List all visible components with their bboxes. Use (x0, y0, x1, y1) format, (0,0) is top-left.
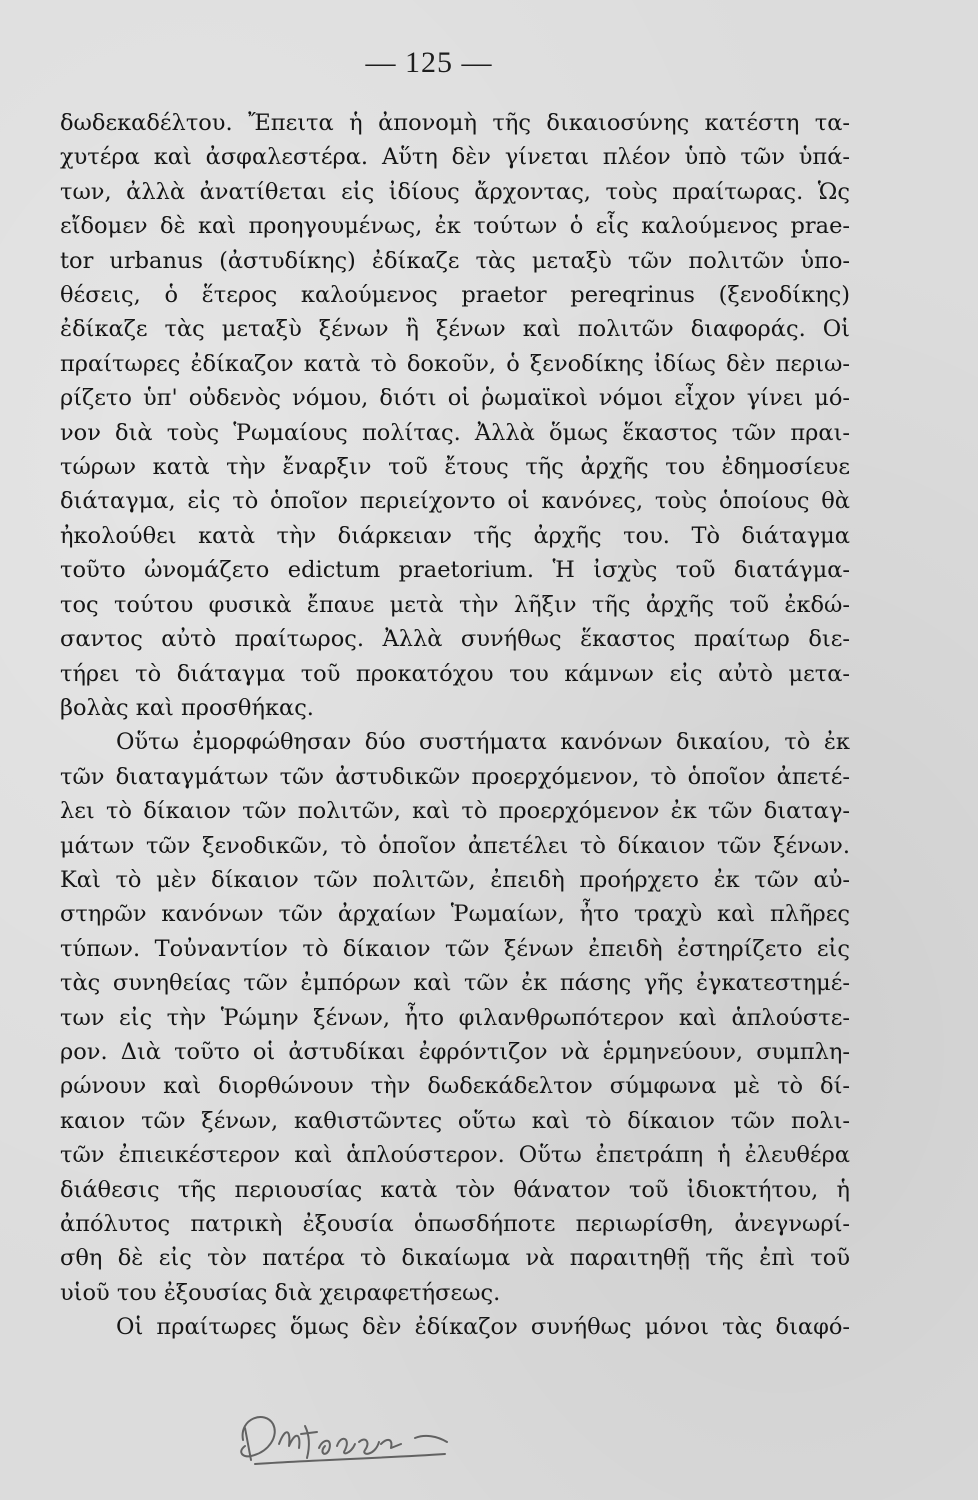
text-line-23: Καὶ τὸ μὲν δίκαιον τῶν πολιτῶν, ἐπειδὴ προήρχετο ἐκ τῶν αὐ- (60, 866, 850, 893)
text-line-32: διάθεσις τῆς περιουσίας κατὰ τὸν θάνατον τοῦ ἰδιοκτήτου, ἡ (60, 1176, 850, 1203)
text-line-21: λει τὸ δίκαιον τῶν πολιτῶν, καὶ τὸ προερχόμενον ἐκ τῶν διαταγ- (60, 798, 850, 825)
text-line-10: νον διὰ τοὺς Ῥωμαίους πολίτας. Ἀλλὰ ὅμως ἕκαστος τῶν πραι- (60, 419, 850, 446)
handwritten-signature (225, 1398, 465, 1478)
text-line-14: τοῦτο ὠνομάζετο edictum praetorium. Ἡ ἰσχὺς τοῦ διατάγμα- (60, 557, 850, 584)
text-line-36: Οἱ πραίτωρες ὅμως δὲν ἐδίκαζον συνήθως μόνοι τὰς διαφό- (116, 1314, 850, 1341)
text-line-13: ἠκολούθει κατὰ τὴν διάρκειαν τῆς ἀρχῆς του. Τὸ διάταγμα (60, 522, 850, 549)
text-line-26: τὰς συνηθείας τῶν ἐμπόρων καὶ τῶν ἐκ πάσης γῆς ἐγκατεστημέ- (60, 970, 850, 997)
text-line-29: ρώνουν καὶ διορθώνουν τὴν δωδεκάδελτον σύμφωνα μὲ τὸ δί- (60, 1073, 850, 1100)
text-line-1: δωδεκαδέλτου. Ἔπειτα ἡ ἀπονομὴ τῆς δικαιοσύνης κατέστη τα- (60, 110, 850, 136)
text-line-17: τήρει τὸ διάταγμα τοῦ προκατόχου του κάμνων εἰς αὐτὸ μετα- (60, 660, 850, 687)
page-text (60, 106, 850, 1345)
text-line-19: Οὕτω ἐμορφώθησαν δύο συστήματα κανόνων δικαίου, τὸ ἐκ (116, 729, 850, 756)
text-line-11: τώρων κατὰ τὴν ἔναρξιν τοῦ ἔτους τῆς ἀρχῆς του ἐδημοσίευε (60, 454, 850, 481)
text-line-25: τύπων. Τοὐναντίον τὸ δίκαιον τῶν ξένων ἐπειδὴ ἐστηρίζετο εἰς (60, 935, 850, 962)
text-line-7: ἐδίκαζε τὰς μεταξὺ ξένων ἢ ξένων καὶ πολιτῶν διαφοράς. Οἱ (60, 316, 850, 343)
text-line-12: διάταγμα, εἰς τὸ ὁποῖον περιείχοντο οἱ κανόνες, τοὺς ὁποίους θὰ (60, 488, 850, 515)
text-line-2: χυτέρα καὶ ἀσφαλεστέρα. Αὕτη δὲν γίνεται πλέον ὑπὸ τῶν ὑπά- (60, 144, 850, 171)
text-line-15: τος τούτου φυσικὰ ἔπαυε μετὰ τὴν λῆξιν τῆς ἀρχῆς τοῦ ἐκδώ- (60, 591, 850, 618)
text-line-31: τῶν ἐπιεικέστερον καὶ ἁπλούστερον. Οὕτω ἐπετράπη ἡ ἐλευθέρα (60, 1142, 850, 1169)
text-line-28: ρον. Διὰ τοῦτο οἱ ἀστυδίκαι ἐφρόντιζον νὰ ἑρμηνεύουν, συμπλη- (60, 1038, 850, 1065)
text-line-18: βολὰς καὶ προσθήκας. (60, 694, 314, 721)
text-line-34: σθη δὲ εἰς τὸν πατέρα τὸ δικαίωμα νὰ παραιτηθῇ τῆς ἐπὶ τοῦ (60, 1245, 850, 1272)
text-line-22: μάτων τῶν ξενοδικῶν, τὸ ὁποῖον ἀπετέλει τὸ δίκαιον τῶν ξένων. (60, 832, 850, 859)
text-line-8: πραίτωρες ἐδίκαζον κατὰ τὸ δοκοῦν, ὁ ξενοδίκης ἰδίως δὲν περιω- (60, 350, 850, 377)
page-number: — 125 — (365, 46, 493, 79)
text-line-30: καιον τῶν ξένων, καθιστῶντες οὕτω καὶ τὸ δίκαιον τῶν πολι- (60, 1107, 850, 1134)
text-line-9: ρίζετο ὑπ' οὐδενὸς νόμου, διότι οἱ ῥωμαϊκοὶ νόμοι εἶχον γίνει μό- (60, 385, 850, 412)
text-line-20: τῶν διαταγμάτων τῶν ἀστυδικῶν προερχόμενον, τὸ ὁποῖον ἀπετέ- (60, 763, 850, 790)
text-line-27: των εἰς τὴν Ῥώμην ξένων, ἦτο φιλανθρωπότερον καὶ ἁπλούστε- (60, 1004, 850, 1031)
text-line-24: στηρῶν κανόνων τῶν ἀρχαίων Ῥωμαίων, ἦτο τραχὺ καὶ πλῆρες (60, 901, 850, 928)
text-line-3: των, ἀλλὰ ἀνατίθεται εἰς ἰδίους ἄρχοντας, τοὺς πραίτωρας. Ὡς (60, 178, 850, 205)
text-line-33: ἀπόλυτος πατρικὴ ἐξουσία ὁπωσδήποτε περιωρίσθη, ἀνεγνωρί- (60, 1211, 850, 1237)
text-line-6: θέσεις, ὁ ἕτερος καλούμενος praetor pereqrinus (ξενοδίκης) (60, 282, 850, 309)
text-line-35: υἱοῦ του ἐξουσίας διὰ χειραφετήσεως. (60, 1279, 501, 1306)
text-line-4: εἴδομεν δὲ καὶ προηγουμένως, ἐκ τούτων ὁ εἷς καλούμενος prae- (60, 213, 850, 240)
text-line-5: tor urbanus (ἀστυδίκης) ἐδίκαζε τὰς μεταξὺ τῶν πολιτῶν ὑπο- (60, 247, 850, 274)
text-line-16: σαντος αὐτὸ πραίτωρος. Ἀλλὰ συνήθως ἕκαστος πραίτωρ διε- (60, 626, 850, 653)
